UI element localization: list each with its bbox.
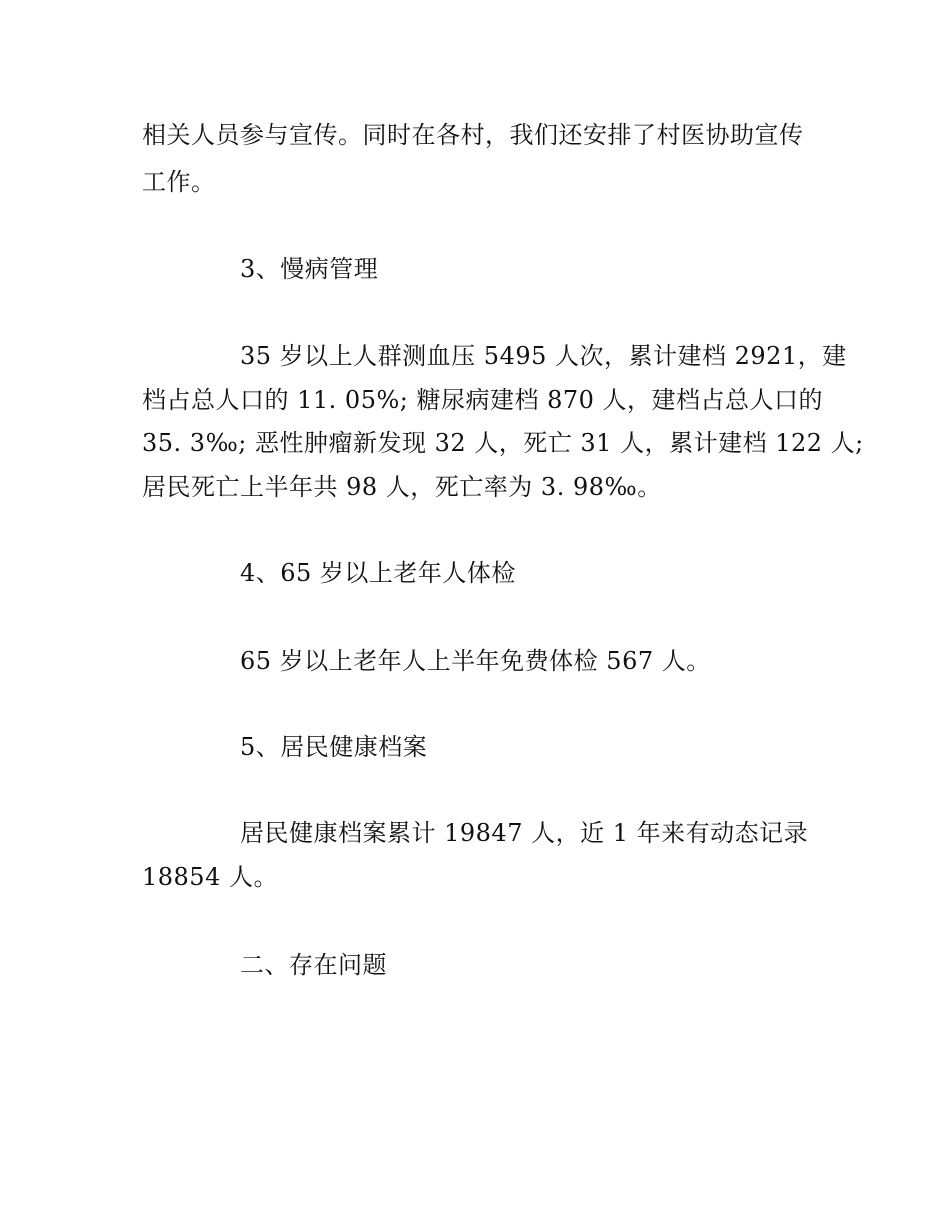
paragraph-line: 工作。 bbox=[142, 168, 216, 196]
paragraph-line: 35. 3‰; 恶性肿瘤新发现 32 人，死亡 31 人，累计建档 122 人; bbox=[142, 429, 864, 457]
paragraph-line: 居民健康档案累计 19847 人，近 1 年来有动态记录 bbox=[240, 819, 809, 847]
paragraph-line: 相关人员参与宣传。同时在各村，我们还安排了村医协助宣传 bbox=[142, 121, 804, 149]
section-heading: 5、居民健康档案 bbox=[240, 733, 428, 761]
paragraph-line: 居民死亡上半年共 98 人，死亡率为 3. 98‰。 bbox=[142, 473, 662, 501]
section-heading: 3、慢病管理 bbox=[240, 255, 379, 283]
paragraph-line: 35 岁以上人群测血压 5495 人次，累计建档 2921，建 bbox=[240, 342, 847, 370]
paragraph-line: 65 岁以上老年人上半年免费体检 567 人。 bbox=[240, 647, 711, 675]
section-heading: 二、存在问题 bbox=[240, 951, 387, 979]
paragraph-line: 档占总人口的 11. 05%; 糖尿病建档 870 人，建档占总人口的 bbox=[142, 386, 824, 414]
section-heading: 4、65 岁以上老年人体检 bbox=[240, 559, 516, 587]
paragraph-line: 18854 人。 bbox=[142, 863, 278, 891]
